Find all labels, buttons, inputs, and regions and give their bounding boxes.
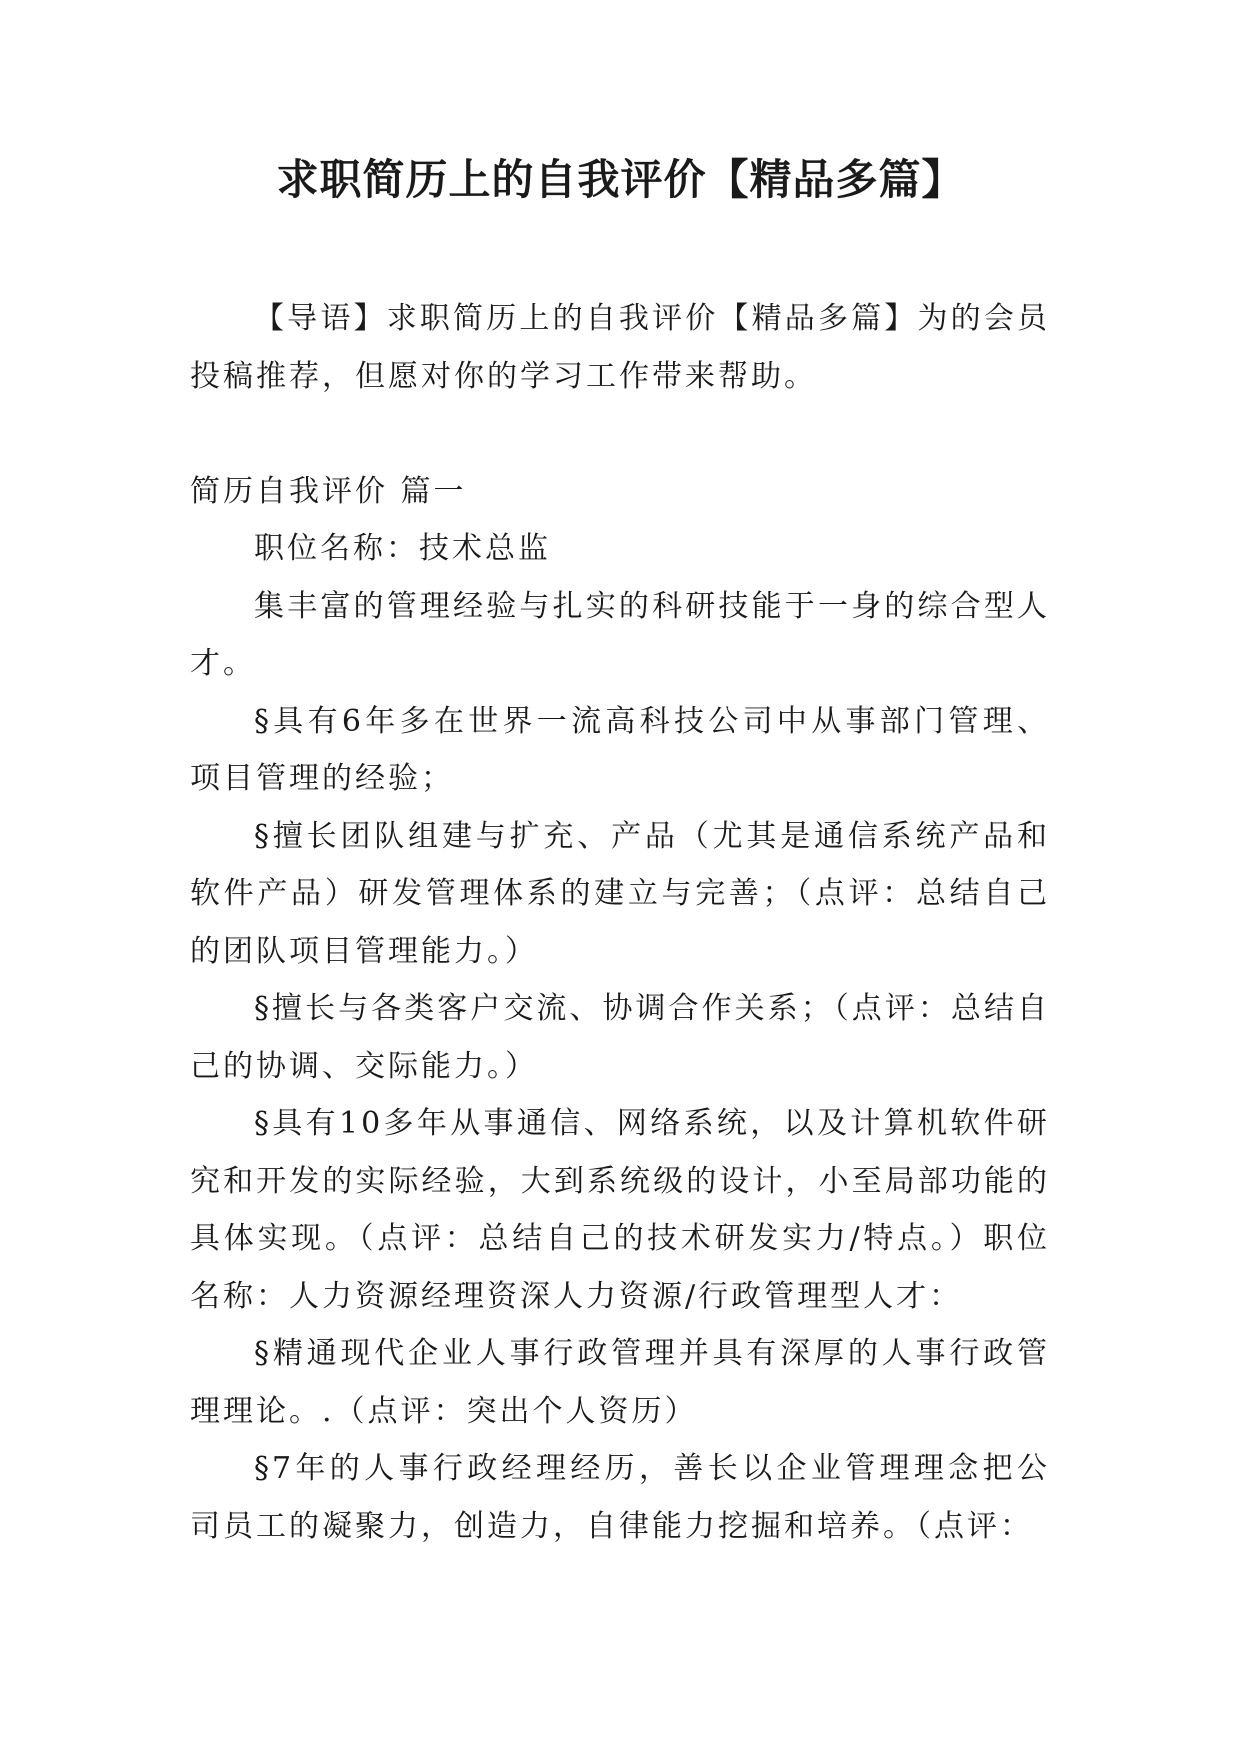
section-heading: 简历自我评价 篇一 xyxy=(190,473,467,509)
paragraph: §擅长团队组建与扩充、产品（尤其是通信系统产品和软件产品）研发管理体系的建立与完善；（点评：总结自己的团队项目管理能力。） xyxy=(190,818,1050,969)
paragraph: §7年的人事行政经理经历，善长以企业管理理念把公司员工的凝聚力，创造力，自律能力挖掘和培养。（点评： xyxy=(190,1451,1050,1544)
paragraph: 职位名称：技术总监 xyxy=(254,531,551,566)
document-title: 求职简历上的自我评价【精品多篇】 xyxy=(276,155,965,204)
document-body xyxy=(190,290,1050,1555)
spacer xyxy=(190,405,1050,463)
paragraph: §擅长与各类客户交流、协调合作关系；（点评：总结自己的协调、交际能力。） xyxy=(190,991,1050,1084)
paragraph: §具有6年多在世界一流高科技公司中从事部门管理、项目管理的经验； xyxy=(190,703,1050,796)
paragraph: §具有10多年从事通信、网络系统，以及计算机软件研究和开发的实际经验，大到系统级的设计，小至局部功能的具体实现。（点评：总结自己的技术研发实力/特点。）职位名称：人力资源经理资深人力资源/行政管理型人才： xyxy=(190,1106,1050,1314)
paragraph: 集丰富的管理经验与扎实的科研技能于一身的综合型人才。 xyxy=(190,588,1050,681)
intro-paragraph: 【导语】求职简历上的自我评价【精品多篇】为的会员投稿推荐，但愿对你的学习工作带来帮助。 xyxy=(190,301,1050,394)
paragraph: §精通现代企业人事行政管理并具有深厚的人事行政管理理论。.（点评：突出个人资历） xyxy=(190,1336,1050,1429)
